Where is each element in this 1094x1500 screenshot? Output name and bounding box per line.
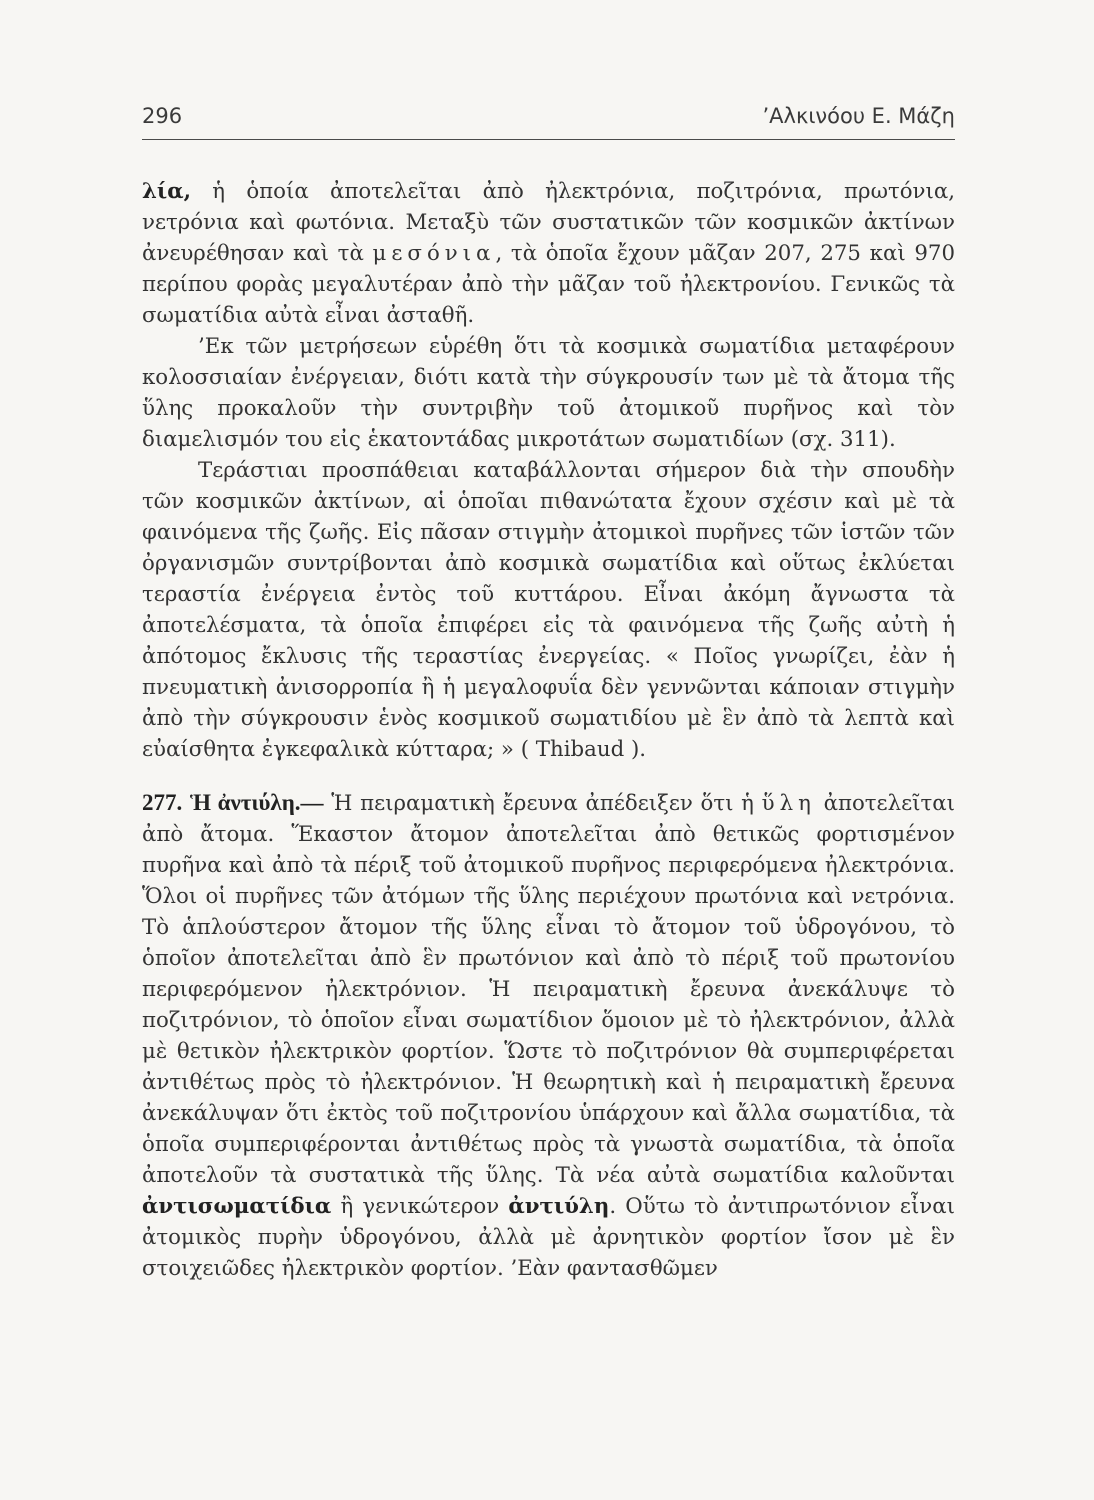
paragraph-text: Τεράστιαι προσπάθειαι καταβάλλονται σήμερον διὰ τὴν σπουδὴν τῶν κοσμικῶν ἀκτίνων, αἱ ὁποῖαι πιθανώτατα ἔχουν σχέσιν καὶ μὲ τὰ φαινόμενα τῆς ζωῆς. Εἰς πᾶσαν στιγμὴν ἀτομικοὶ πυρῆνες τῶν ἱστῶν τῶν ὀργανισμῶν συντρίβονται ἀπὸ κοσμικὰ σωματίδια καὶ οὕτως ἐκλύεται τεραστία ἐνέργεια ἐντὸς τοῦ κυττάρου. Εἶναι ἀκόμη ἄγνωστα τὰ ἀποτελέσματα, τὰ ὁποῖα ἐπιφέρει εἰς τὰ φαινόμενα τῆς ζωῆς αὐτὴ ἡ ἀπότομος ἔκλυσις τῆς τεραστίας ἐνεργείας. « Ποῖος γνωρίζει, ἐὰν ἡ πνευματικὴ ἀνισορροπία ἢ ἡ μεγαλοφυΐα δὲν γεννῶνται κάποιαν στιγμὴν ἀπὸ τὴν σύγκρουσιν ἑνὸς κοσμικοῦ σωματιδίου μὲ ἓν ἀπὸ τὰ λεπτὰ καὶ εὐαίσθητα ἐγκεφαλικὰ κύτταρα; » ( Thibaud ).: [142, 458, 955, 762]
bold-term: ἀντισωματίδια: [142, 1194, 332, 1219]
running-head: [142, 100, 955, 136]
paragraph-text: . Οὕτω τὸ ἀντιπρωτόνιον εἶναι ἀτομικὸς πυρὴν ὑδρογόνου, ἀλλὰ μὲ ἀρνητικὸν φορτίον ἴσον μὲ ἓν στοιχειῶδες ἠλεκτρικὸν φορτίον. ’Εὰν φαντασθῶμεν: [142, 1194, 955, 1281]
paragraph-text: ἡ ὁποία ἀποτελεῖται ἀπὸ ἠλεκτρόνια, ποζιτρόνια, πρωτόνια, νετρόνια καὶ φωτόνια. Μεταξὺ τῶν συστατικῶν τῶν κοσμικῶν ἀκτίνων ἀνευρέθησαν καὶ τὰ: [142, 179, 955, 266]
paragraph-text: ’Εκ τῶν μετρήσεων εὑρέθη ὅτι τὰ κοσμικὰ σωματίδια μεταφέρουν κολοσσιαίαν ἐνέργειαν, διότι κατὰ τὴν σύγκρουσίν των μὲ τὰ ἄτομα τῆς ὕλης προκαλοῦν τὴν συντριβὴν τοῦ ἀτομικοῦ πυρῆνος καὶ τὸν διαμελισμόν του εἰς ἑκατοντάδας μικροτάτων σωματιδίων (σχ. 311).: [142, 334, 955, 452]
lead-word: λία,: [142, 179, 192, 204]
section-number: 277.: [142, 790, 183, 815]
paragraph: [142, 455, 955, 765]
header-rule: [142, 139, 955, 140]
paragraph-text: , τὰ ὁποῖα ἔχουν μᾶζαν 207, 275 καὶ 970 περίπου φορὰς μεγαλυτέραν ἀπὸ τὴν μᾶζαν τοῦ ἠλεκτρονίου. Γενικῶς τὰ σωματίδια αὐτὰ εἶναι ἀσταθῆ.: [142, 241, 955, 328]
paragraph: [142, 331, 955, 455]
emphasized-word: μεσόνια: [372, 241, 496, 266]
bold-term: ἀντιύλη: [508, 1194, 610, 1219]
section-title: Ἡ ἀντιύλη.—: [189, 790, 324, 815]
paragraph-text: ἀποτελεῖται ἀπὸ ἄτομα. Ἕκαστον ἄτομον ἀποτελεῖται ἀπὸ θετικῶς φορτισμένον πυρῆνα καὶ ἀπὸ τὰ πέριξ τοῦ ἀτομικοῦ πυρῆνος περιφερόμενα ἠλεκτρόνια. Ὅλοι οἱ πυρῆνες τῶν ἀτόμων τῆς ὕλης περιέχουν πρωτόνια καὶ νετρόνια. Τὸ ἁπλούστερον ἄτομον τῆς ὕλης εἶναι τὸ ἄτομον τοῦ ὑδρογόνου, τὸ ὁποῖον ἀποτελεῖται ἀπὸ ἓν πρωτόνιον καὶ ἀπὸ τὸ πέριξ τοῦ πρωτονίου περιφερόμενον ἠλεκτρόνιον. Ἡ πειραματικὴ ἔρευνα ἀνεκάλυψε τὸ ποζιτρόνιον, τὸ ὁποῖον εἶναι σωματίδιον ὅμοιον μὲ τὸ ἠλεκτρόνιον, ἀλλὰ μὲ θετικὸν ἠλεκτρικὸν φορτίον. Ὥστε τὸ ποζιτρόνιον θὰ συμπεριφέρεται ἀντιθέτως πρὸς τὸ ἠλεκτρόνιον. Ἡ θεωρητικὴ καὶ ἡ πειραματικὴ ἔρευνα ἀνεκάλυψαν ὅτι ἐκτὸς τοῦ ποζιτρονίου ὑπάρχουν καὶ ἄλλα σωματίδια, τὰ ὁποῖα συμπεριφέρονται ἀντιθέτως πρὸς τὰ γνωστὰ σωματίδια, τὰ ὁποῖα ἀποτελοῦν τὰ συστατικὰ τῆς ὕλης. Τὰ νέα αὐτὰ σωματίδια καλοῦνται: [142, 791, 955, 1188]
paragraph-text: Ἡ πειραματικὴ ἔρευνα ἀπέδειξεν ὅτι ἡ: [323, 791, 762, 816]
emphasized-word: ὕλη: [761, 791, 816, 816]
body-text: [142, 176, 955, 1284]
paragraph-continuation: [142, 176, 955, 331]
paragraph-text: ἢ γενικώτερον: [331, 1194, 509, 1219]
page-number: 296: [142, 104, 183, 128]
running-head-author: ’Αλκινόου Ε. Μάζη: [762, 104, 955, 128]
section-277: [142, 787, 955, 1284]
